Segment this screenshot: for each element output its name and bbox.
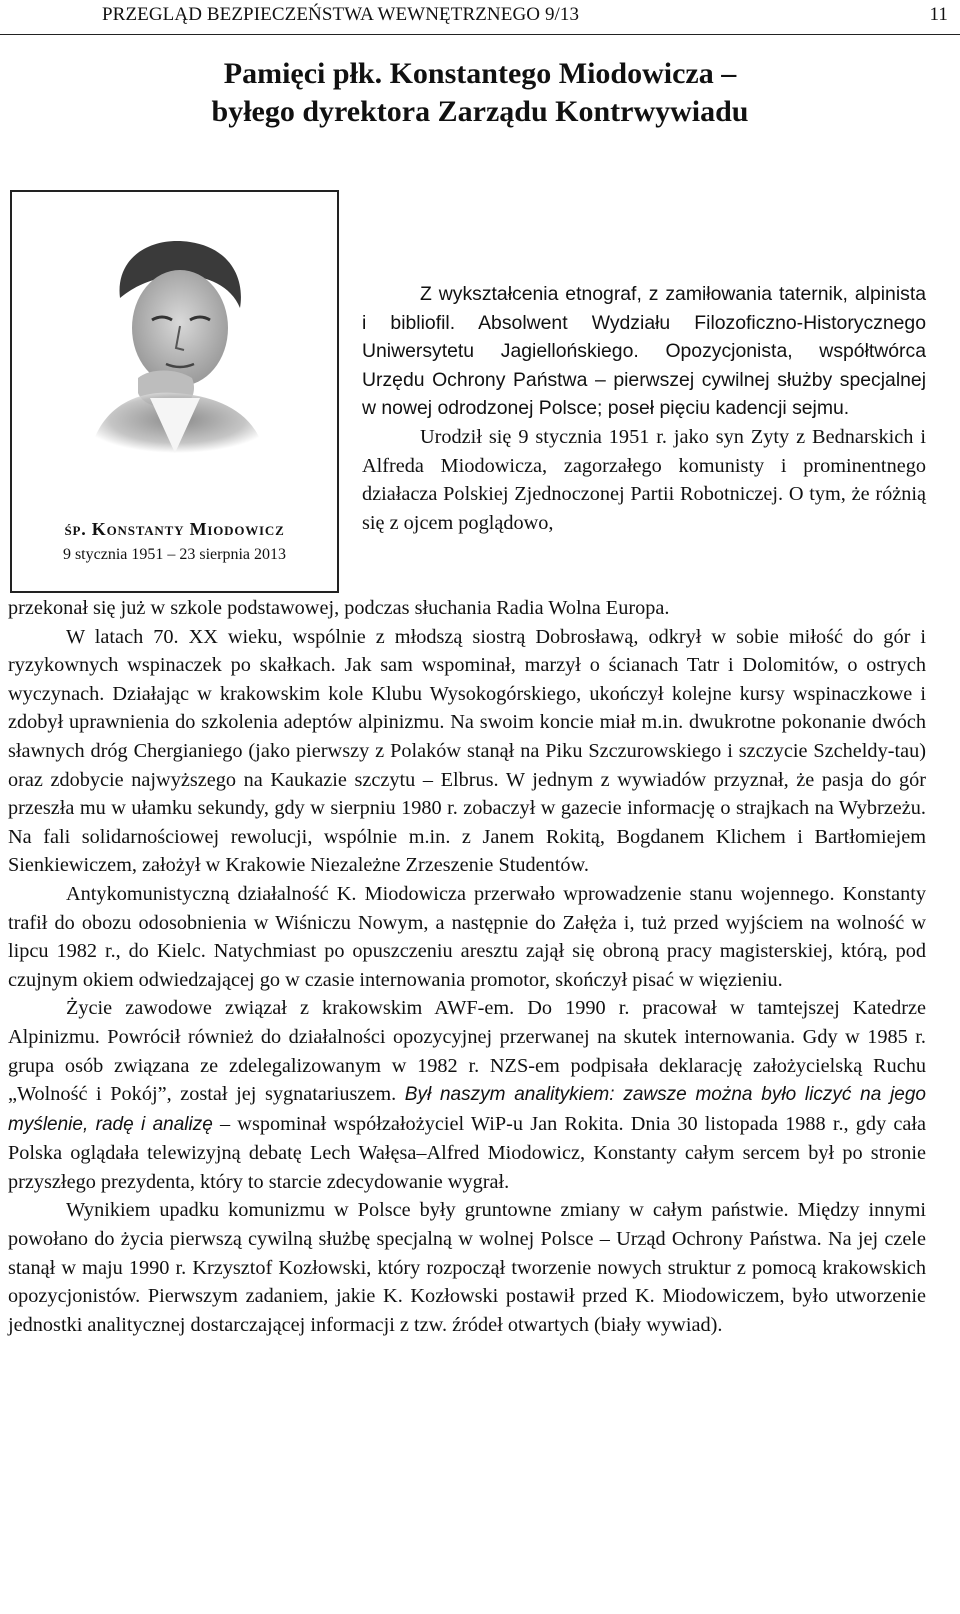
portrait-caption-dates: 9 stycznia 1951 – 23 sierpnia 2013 <box>62 546 287 563</box>
article-title <box>0 55 960 131</box>
page-number: 11 <box>929 4 948 25</box>
paragraph-5-text: Życie zawodowe związał z krakowskim AWF-em. Do 1990 r. pracował w tamtejszej Katedrze Alpinizmu. Powrócił również do działalności opozycyjnej przerwanej na skutek internowania. Gdy w 1985 r. grupa osób związana ze zdelegalizowanym w 1982 r. NZS-em podpisała deklarację założycielską Ruchu „Wolność i Pokój”, został jej sygnatariuszem. <box>8 997 926 1106</box>
quote-rokita: Był naszym analitykiem: zawsze można było liczyć na jego myślenie, radę i analizę <box>8 1084 926 1135</box>
paragraph-2-start: Urodził się 9 stycznia 1951 r. jako syn Zyty z Bednarskich i Alfreda Miodowicza, zagorzałego komunisty i prominentnego działacza Polskiej Zjednoczonej Partii Robotniczej. O tym, że różnią się z ojcem poglądowo, <box>362 425 926 534</box>
paragraph-1: Z wykształcenia etnograf, z zamiłowania taternik, alpinista i bibliofil. Absolwent Wydziału Filozoficzno-Historycznego Uniwersytetu Jagiellońskiego. Opozycjonista, współtwórca Urzędu Ochrony Państwa – pierwszej cywilnej służby specjalnej w nowej odrodzonej Polsce; poseł pięciu kadencji sejmu. <box>362 283 926 420</box>
paragraph-2-end: przekonał się już w szkole podstawowej, podczas słuchania Radia Wolna Europa. <box>8 597 670 619</box>
portrait-photo <box>80 228 270 453</box>
paragraph-4: Antykomunistyczną działalność K. Miodowicza przerwało wprowadzenie stanu wojennego. Konstanty trafił do obozu odosobnienia w Wiśniczu Nowym, a następnie do Załęża i, tuż przed wyjściem na wolność w lipcu 1982 r., do Kielc. Natychmiast po opuszczeniu aresztu zajął się obroną pracy magisterskiej, którą, pod czujnym okiem odwiedzającej go w czasie internowania promotor, skończył pisać w więzieniu. <box>8 882 926 991</box>
article-title-line-1: Pamięci płk. Konstantego Miodowicza – <box>223 57 737 90</box>
article-body-column <box>362 280 926 537</box>
portrait-frame <box>10 190 339 593</box>
portrait-caption-name: śp. Konstanty Miodowicz <box>64 519 285 539</box>
journal-title: PRZEGLĄD BEZPIECZEŃSTWA WEWNĘTRZNEGO 9/13 <box>102 4 580 25</box>
paragraph-3: W latach 70. XX wieku, wspólnie z młodszą siostrą Dobrosławą, odkrył w sobie miłość do gór i ryzykownych wspinaczek po skałkach. Jak sam wspominał, marzył o ścianach Tatr i Dolomitów, o ostrych wyczynach. Działając w krakowskim kole Klubu Wysokogórskiego, ukończył kolejne kursy wspinaczkowe i zdobył uprawnienia do szkolenia adeptów alpinizmu. Na swoim koncie miał m.in. dwukrotne pokonanie dwóch sławnych dróg Chergianiego (jako pierwszy z Polaków stanął na Piku Szczurowskiego i szczycie Szcheldy-tau) oraz zdobycie najwyższego na Kaukazie szczytu – Elbrus. W jednym z wywiadów przyznał, że pasja do gór przeszła mu w ułamku sekundy, gdy w sierpniu 1980 r. zobaczył w gazecie informację o strajkach na Wybrzeżu. Na fali solidarnościowej rewolucji, wspólnie m.in. z Janem Rokitą, Bogdanem Klichem i Bartłomiejem Sienkiewiczem, założył w Krakowie Niezależne Zrzeszenie Studentów. <box>8 625 926 877</box>
article-body-full <box>8 594 926 1339</box>
paragraph-6: Wynikiem upadku komunizmu w Polsce były gruntowne zmiany w całym państwie. Między innymi powołano do życia pierwszą cywilną służbę specjalną w wolnej Polsce – Urząd Ochrony Państwa. Na jej czele stanął w maju 1990 r. Krzysztof Kozłowski, który rozpoczął tworzenie nowych struktur z pomocą krakowskich opozycjonistów. Pierwszym zadaniem, jakie K. Kozłowski postawił przed K. Miodowiczem, było utworzenie jednostki analitycznej dostarczającej informacji z tzw. źródeł otwartych (biały wywiad). <box>8 1199 926 1336</box>
article-title-line-2: byłego dyrektora Zarządu Kontrwywiadu <box>211 95 749 128</box>
paragraph-5 <box>8 994 926 1196</box>
running-head <box>0 0 960 35</box>
paragraph-5-text-end: – wspominał współzałożyciel WiP-u Jan Rokita. Dnia 30 listopada 1988 r., gdy cała Polska oglądała telewizyjną debatę Lech Wałęsa–Alfred Miodowicz, Konstanty całym sercem był po stronie przyszłego prezydenta, który to starcie zdecydowanie wygrał. <box>8 1112 927 1193</box>
